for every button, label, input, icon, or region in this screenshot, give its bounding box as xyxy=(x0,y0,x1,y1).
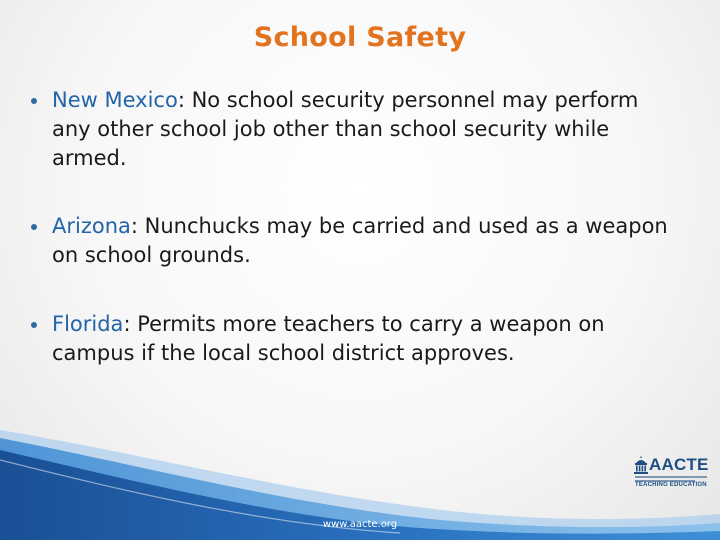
bullet-dot-icon xyxy=(31,224,37,230)
logo-wordmark: AACTE xyxy=(649,455,709,474)
logo-tagline: TEACHING EDUCATION xyxy=(635,482,707,488)
bullet-item-arizona xyxy=(30,212,670,270)
capitol-building-icon xyxy=(633,455,649,475)
footer-url: www.aacte.org xyxy=(322,519,398,530)
bullet-item-florida xyxy=(30,310,670,368)
state-name: Florida xyxy=(52,312,124,336)
slide-title: School Safety xyxy=(253,22,467,53)
bullet-text: : Nunchucks may be carried and used as a weapon on school grounds. xyxy=(52,214,668,267)
bullet-dot-icon xyxy=(31,98,37,104)
aacte-logo xyxy=(633,455,713,491)
state-name: Arizona xyxy=(52,214,131,238)
logo-rule xyxy=(635,476,707,478)
bullet-dot-icon xyxy=(31,322,37,328)
bullet-text: : Permits more teachers to carry a weapon on campus if the local school district approves. xyxy=(52,312,605,365)
bullet-item-new-mexico xyxy=(30,86,670,173)
state-name: New Mexico xyxy=(52,88,178,112)
bullet-text: : No school security personnel may perform any other school job other than school security while armed. xyxy=(52,88,639,170)
bullet-list xyxy=(30,86,670,368)
